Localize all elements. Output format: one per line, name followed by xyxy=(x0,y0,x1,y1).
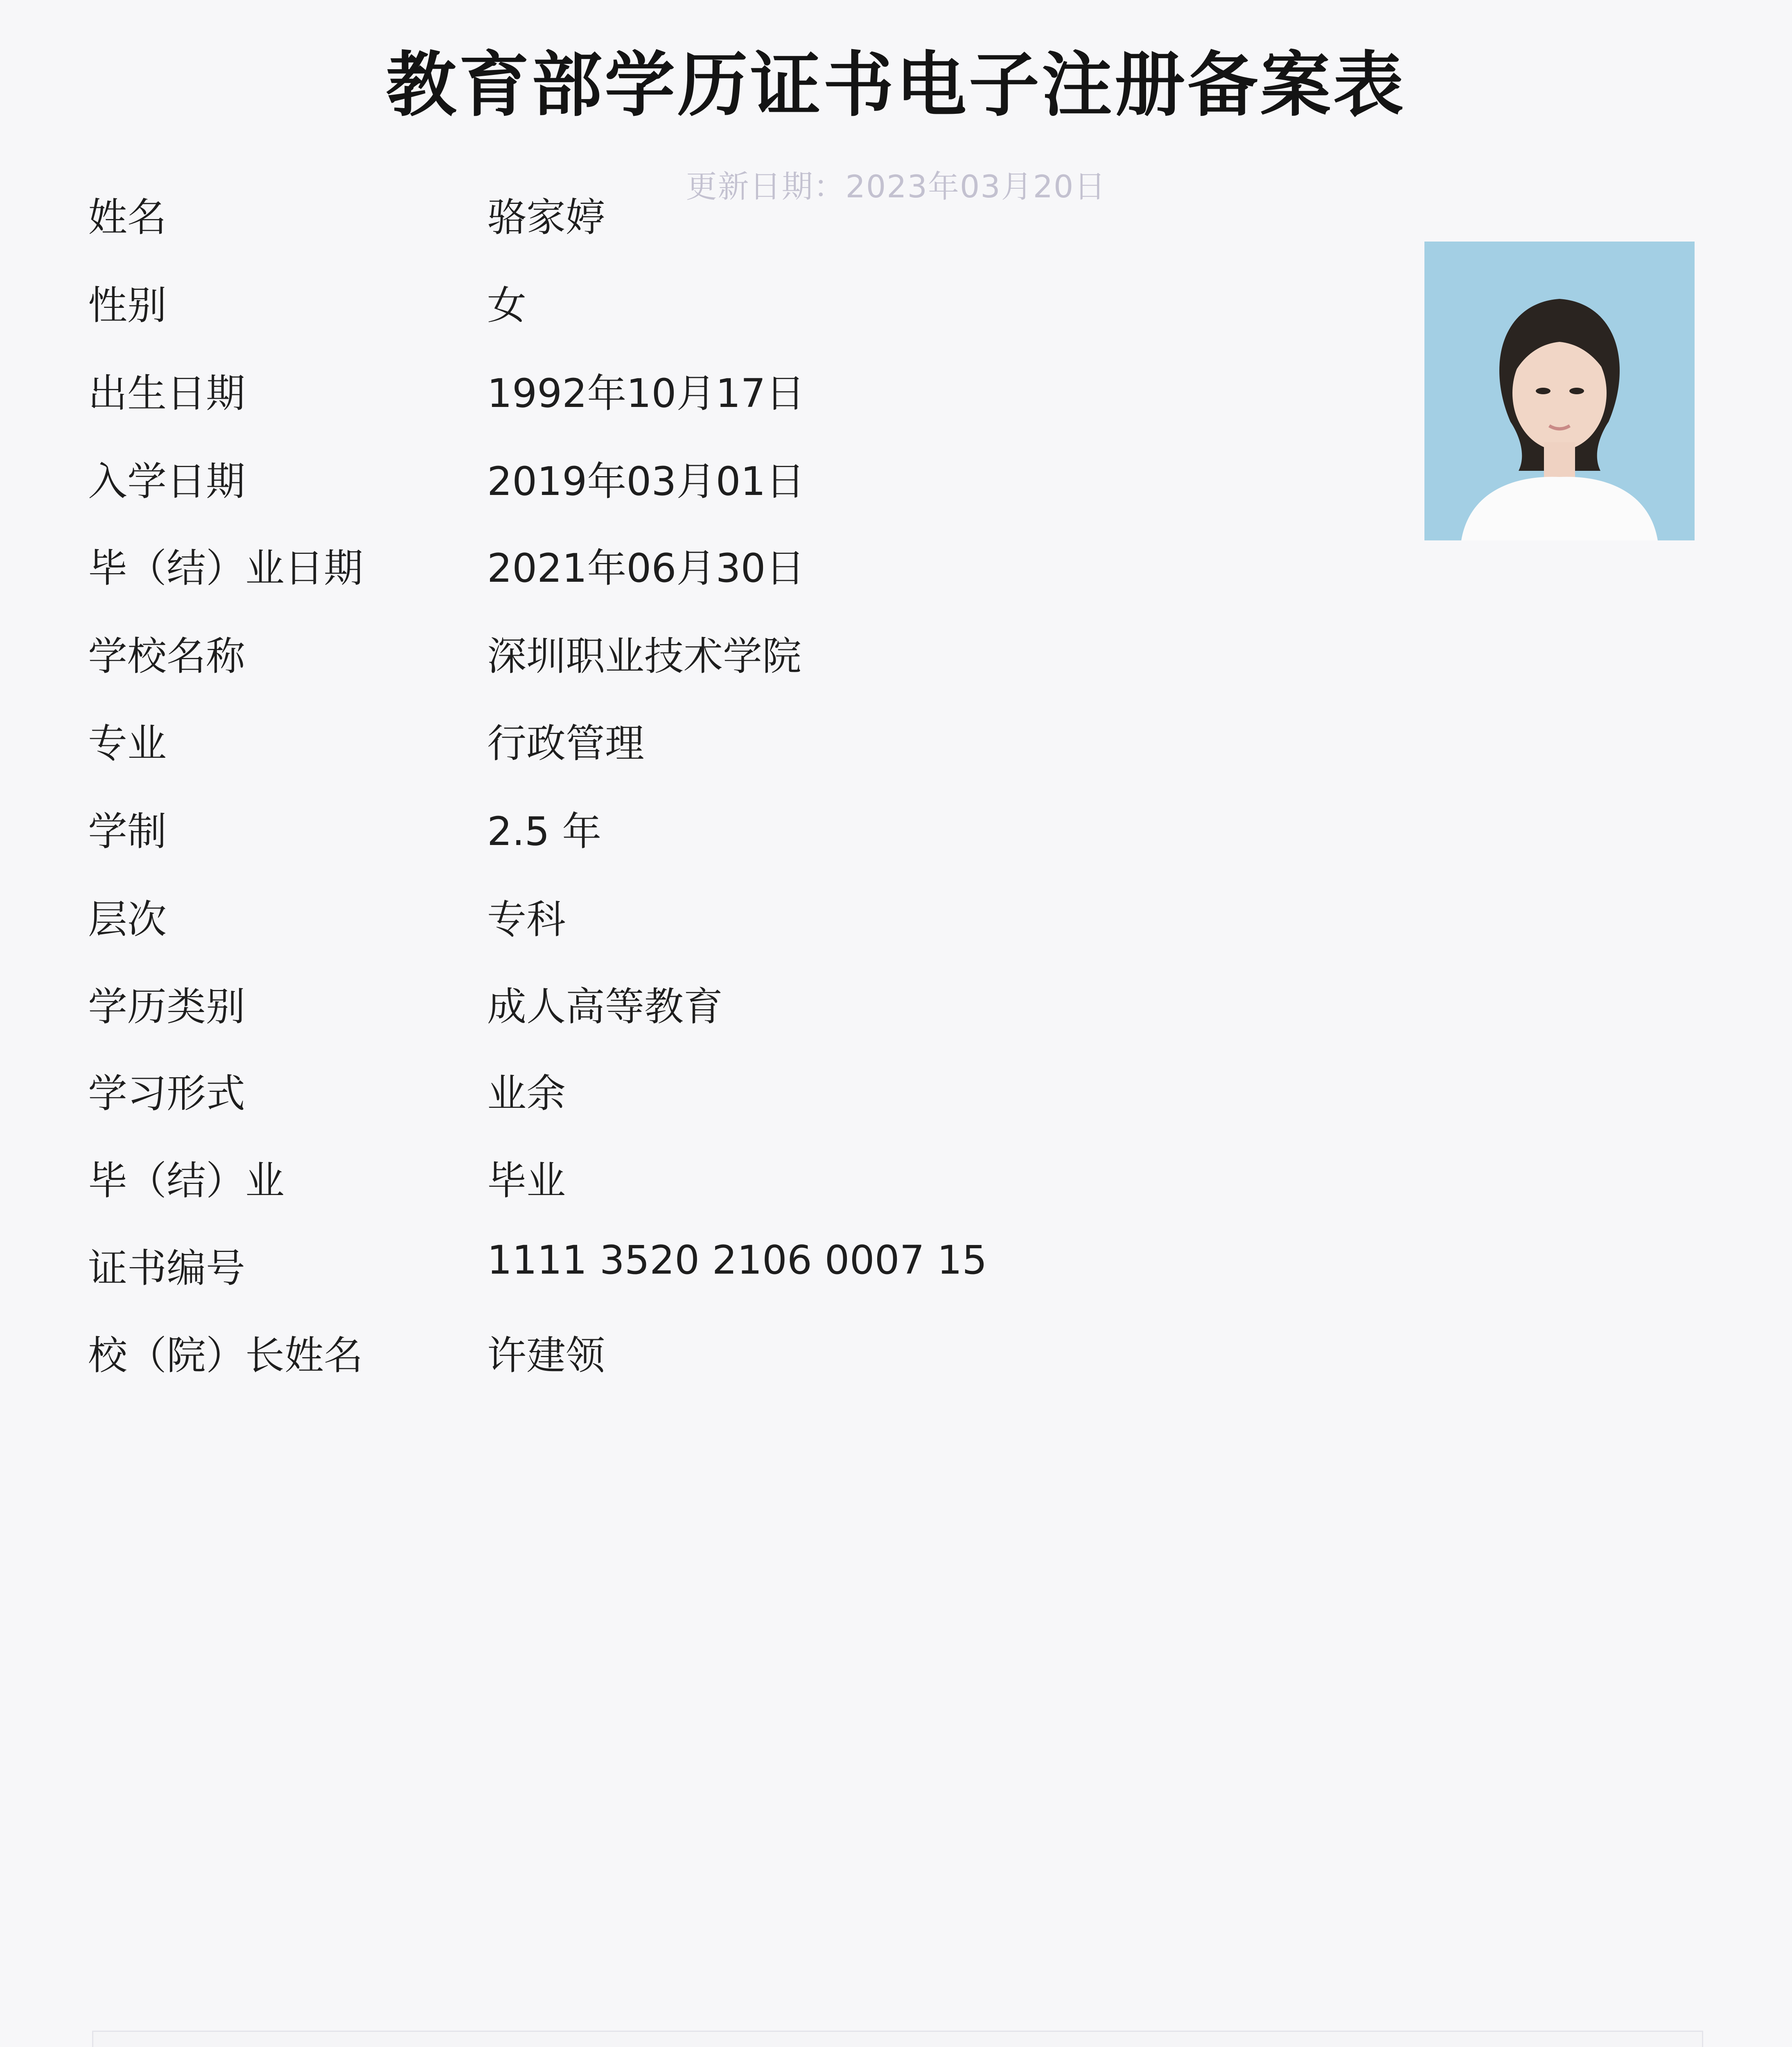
field-label: 性别 xyxy=(88,282,167,328)
field-value: 毕业 xyxy=(487,1158,566,1204)
field-label: 入学日期 xyxy=(88,459,245,504)
field-label: 学制 xyxy=(88,809,167,854)
field-value: 2.5 年 xyxy=(487,809,602,854)
portrait-image xyxy=(1424,242,1695,540)
field-value: 1111 3520 2106 0007 15 xyxy=(487,1237,987,1283)
field-value: 行政管理 xyxy=(487,721,644,766)
field-value: 专科 xyxy=(487,897,566,942)
verification-panel xyxy=(92,2031,1703,2047)
update-date: 更新日期：2023年03月20日 xyxy=(686,168,1106,205)
field-label: 毕（结）业 xyxy=(88,1158,284,1204)
field-label: 层次 xyxy=(88,897,167,942)
field-value: 女 xyxy=(487,282,526,328)
field-label: 证书编号 xyxy=(88,1245,245,1291)
field-value: 1992年10月17日 xyxy=(487,371,805,416)
field-label: 出生日期 xyxy=(88,371,245,416)
field-label: 毕（结）业日期 xyxy=(88,545,363,591)
document-title: 教育部学历证书电子注册备案表 xyxy=(386,44,1406,126)
field-value: 成人高等教育 xyxy=(487,984,723,1030)
field-label: 专业 xyxy=(88,721,167,766)
field-value: 业余 xyxy=(487,1071,566,1116)
field-value: 骆家婷 xyxy=(487,194,605,240)
field-label: 学习形式 xyxy=(88,1071,245,1116)
field-value: 深圳职业技术学院 xyxy=(487,633,801,679)
field-value: 许建领 xyxy=(487,1333,605,1378)
field-value: 2019年03月01日 xyxy=(487,459,805,504)
field-label: 学校名称 xyxy=(88,633,245,679)
field-label: 学历类别 xyxy=(88,984,245,1030)
field-value: 2021年06月30日 xyxy=(487,545,805,591)
id-photo xyxy=(1424,242,1695,540)
field-label: 姓名 xyxy=(88,194,167,240)
field-label: 校（院）长姓名 xyxy=(88,1333,363,1378)
